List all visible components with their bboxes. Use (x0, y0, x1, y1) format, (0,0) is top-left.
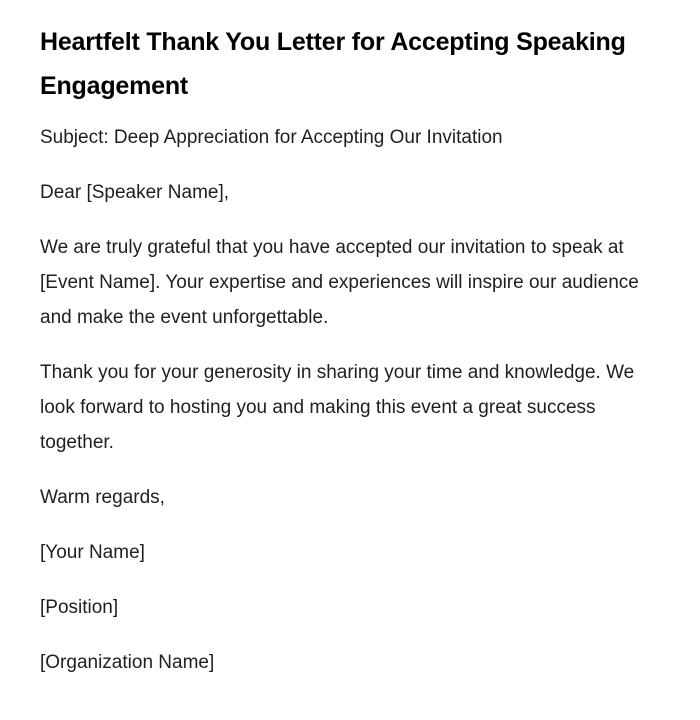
signature-name: [Your Name] (40, 542, 145, 563)
letter-salutation: Dear [Speaker Name], (40, 182, 230, 203)
letter-paragraph-1: We are truly grateful that you have accepted our invitation to speak at [Event Name]. Your expertise and experiences will inspire our audience and make the event unforgettable. (40, 237, 639, 328)
signature-organization: [Organization Name] (40, 652, 215, 673)
letter-subject: Subject: Deep Appreciation for Accepting Our Invitation (40, 127, 503, 148)
signature-position: [Position] (40, 597, 119, 618)
letter-title: Heartfelt Thank You Letter for Accepting Speaking Engagement (40, 28, 626, 100)
letter-paragraph-2: Thank you for your generosity in sharing your time and knowledge. We look forward to hosting you and making this event a great success together. (40, 362, 635, 453)
letter-closing: Warm regards, (40, 487, 165, 508)
